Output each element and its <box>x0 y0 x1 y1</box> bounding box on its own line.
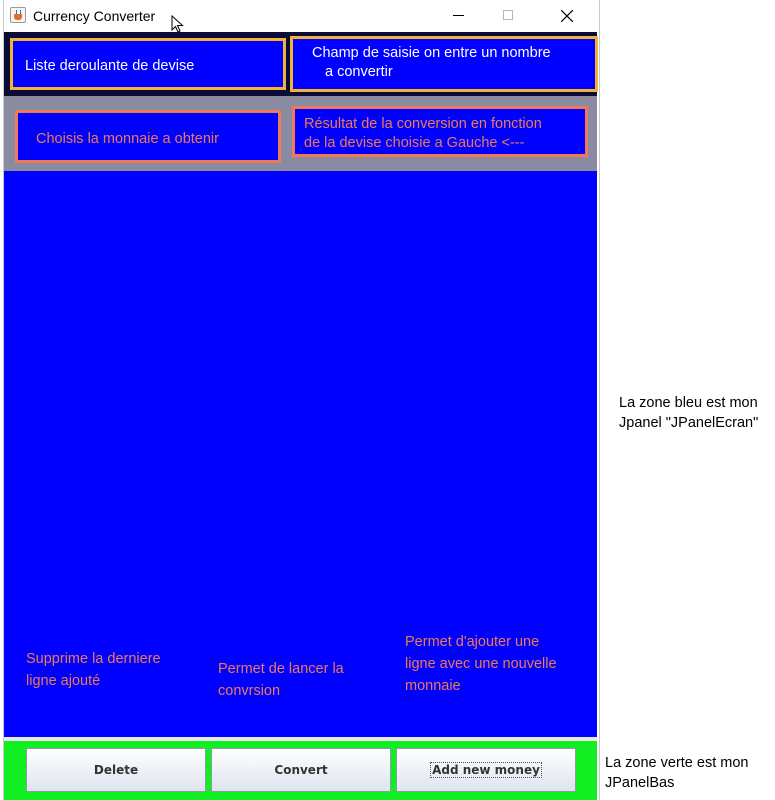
green-zone-note-line-2: JPanelBas <box>605 775 675 791</box>
minimize-icon[interactable] <box>436 0 482 32</box>
target-currency-label: Choisis la monnaie a obtenir <box>36 131 219 147</box>
green-zone-note-line-1: La zone verte est mon <box>605 755 749 771</box>
result-label-line-1: Résultat de la conversion en fonction <box>304 116 542 132</box>
java-app-icon <box>10 7 26 23</box>
amount-field-label-line-1: Champ de saisie on entre un nombre <box>312 45 551 61</box>
add-note-line-1: Permet d'ajouter une <box>405 634 540 650</box>
mouse-cursor-icon <box>171 15 185 33</box>
add-note-line-2: ligne avec une nouvelle <box>405 656 557 672</box>
target-currency-placeholder[interactable] <box>15 110 281 163</box>
blue-zone-note-line-1: La zone bleu est mon <box>619 395 758 411</box>
convert-note <box>218 658 388 702</box>
result-placeholder <box>292 106 588 157</box>
add-new-money-button[interactable] <box>396 748 576 792</box>
add-new-money-label: Add new money <box>432 763 540 777</box>
maximize-icon[interactable] <box>486 0 532 32</box>
delete-note-line-1: Supprime la derniere <box>26 651 161 667</box>
convert-button[interactable]: Convert <box>211 748 391 792</box>
green-zone-note <box>605 753 775 793</box>
amount-field-label-line-2: a convertir <box>325 64 393 80</box>
blue-zone-note <box>619 393 775 433</box>
amount-field-placeholder[interactable] <box>290 36 598 92</box>
title-bar[interactable] <box>4 0 599 32</box>
blue-zone-note-line-2: Jpanel "JPanelEcran" <box>619 415 759 431</box>
currency-dropdown-placeholder[interactable] <box>10 38 286 90</box>
add-note-line-3: monnaie <box>405 678 461 694</box>
convert-note-line-2: convrsion <box>218 683 281 699</box>
window-title: Currency Converter <box>33 8 156 24</box>
add-note <box>405 631 585 697</box>
delete-button[interactable]: Delete <box>26 748 206 792</box>
convert-note-line-1: Permet de lancer la <box>218 661 344 677</box>
delete-note <box>26 648 196 692</box>
result-label-line-2: de la devise choisie a Gauche <--- <box>304 135 525 151</box>
delete-note-line-2: ligne ajouté <box>26 673 101 689</box>
currency-dropdown-label: Liste deroulante de devise <box>25 58 195 74</box>
close-icon[interactable] <box>544 0 590 32</box>
